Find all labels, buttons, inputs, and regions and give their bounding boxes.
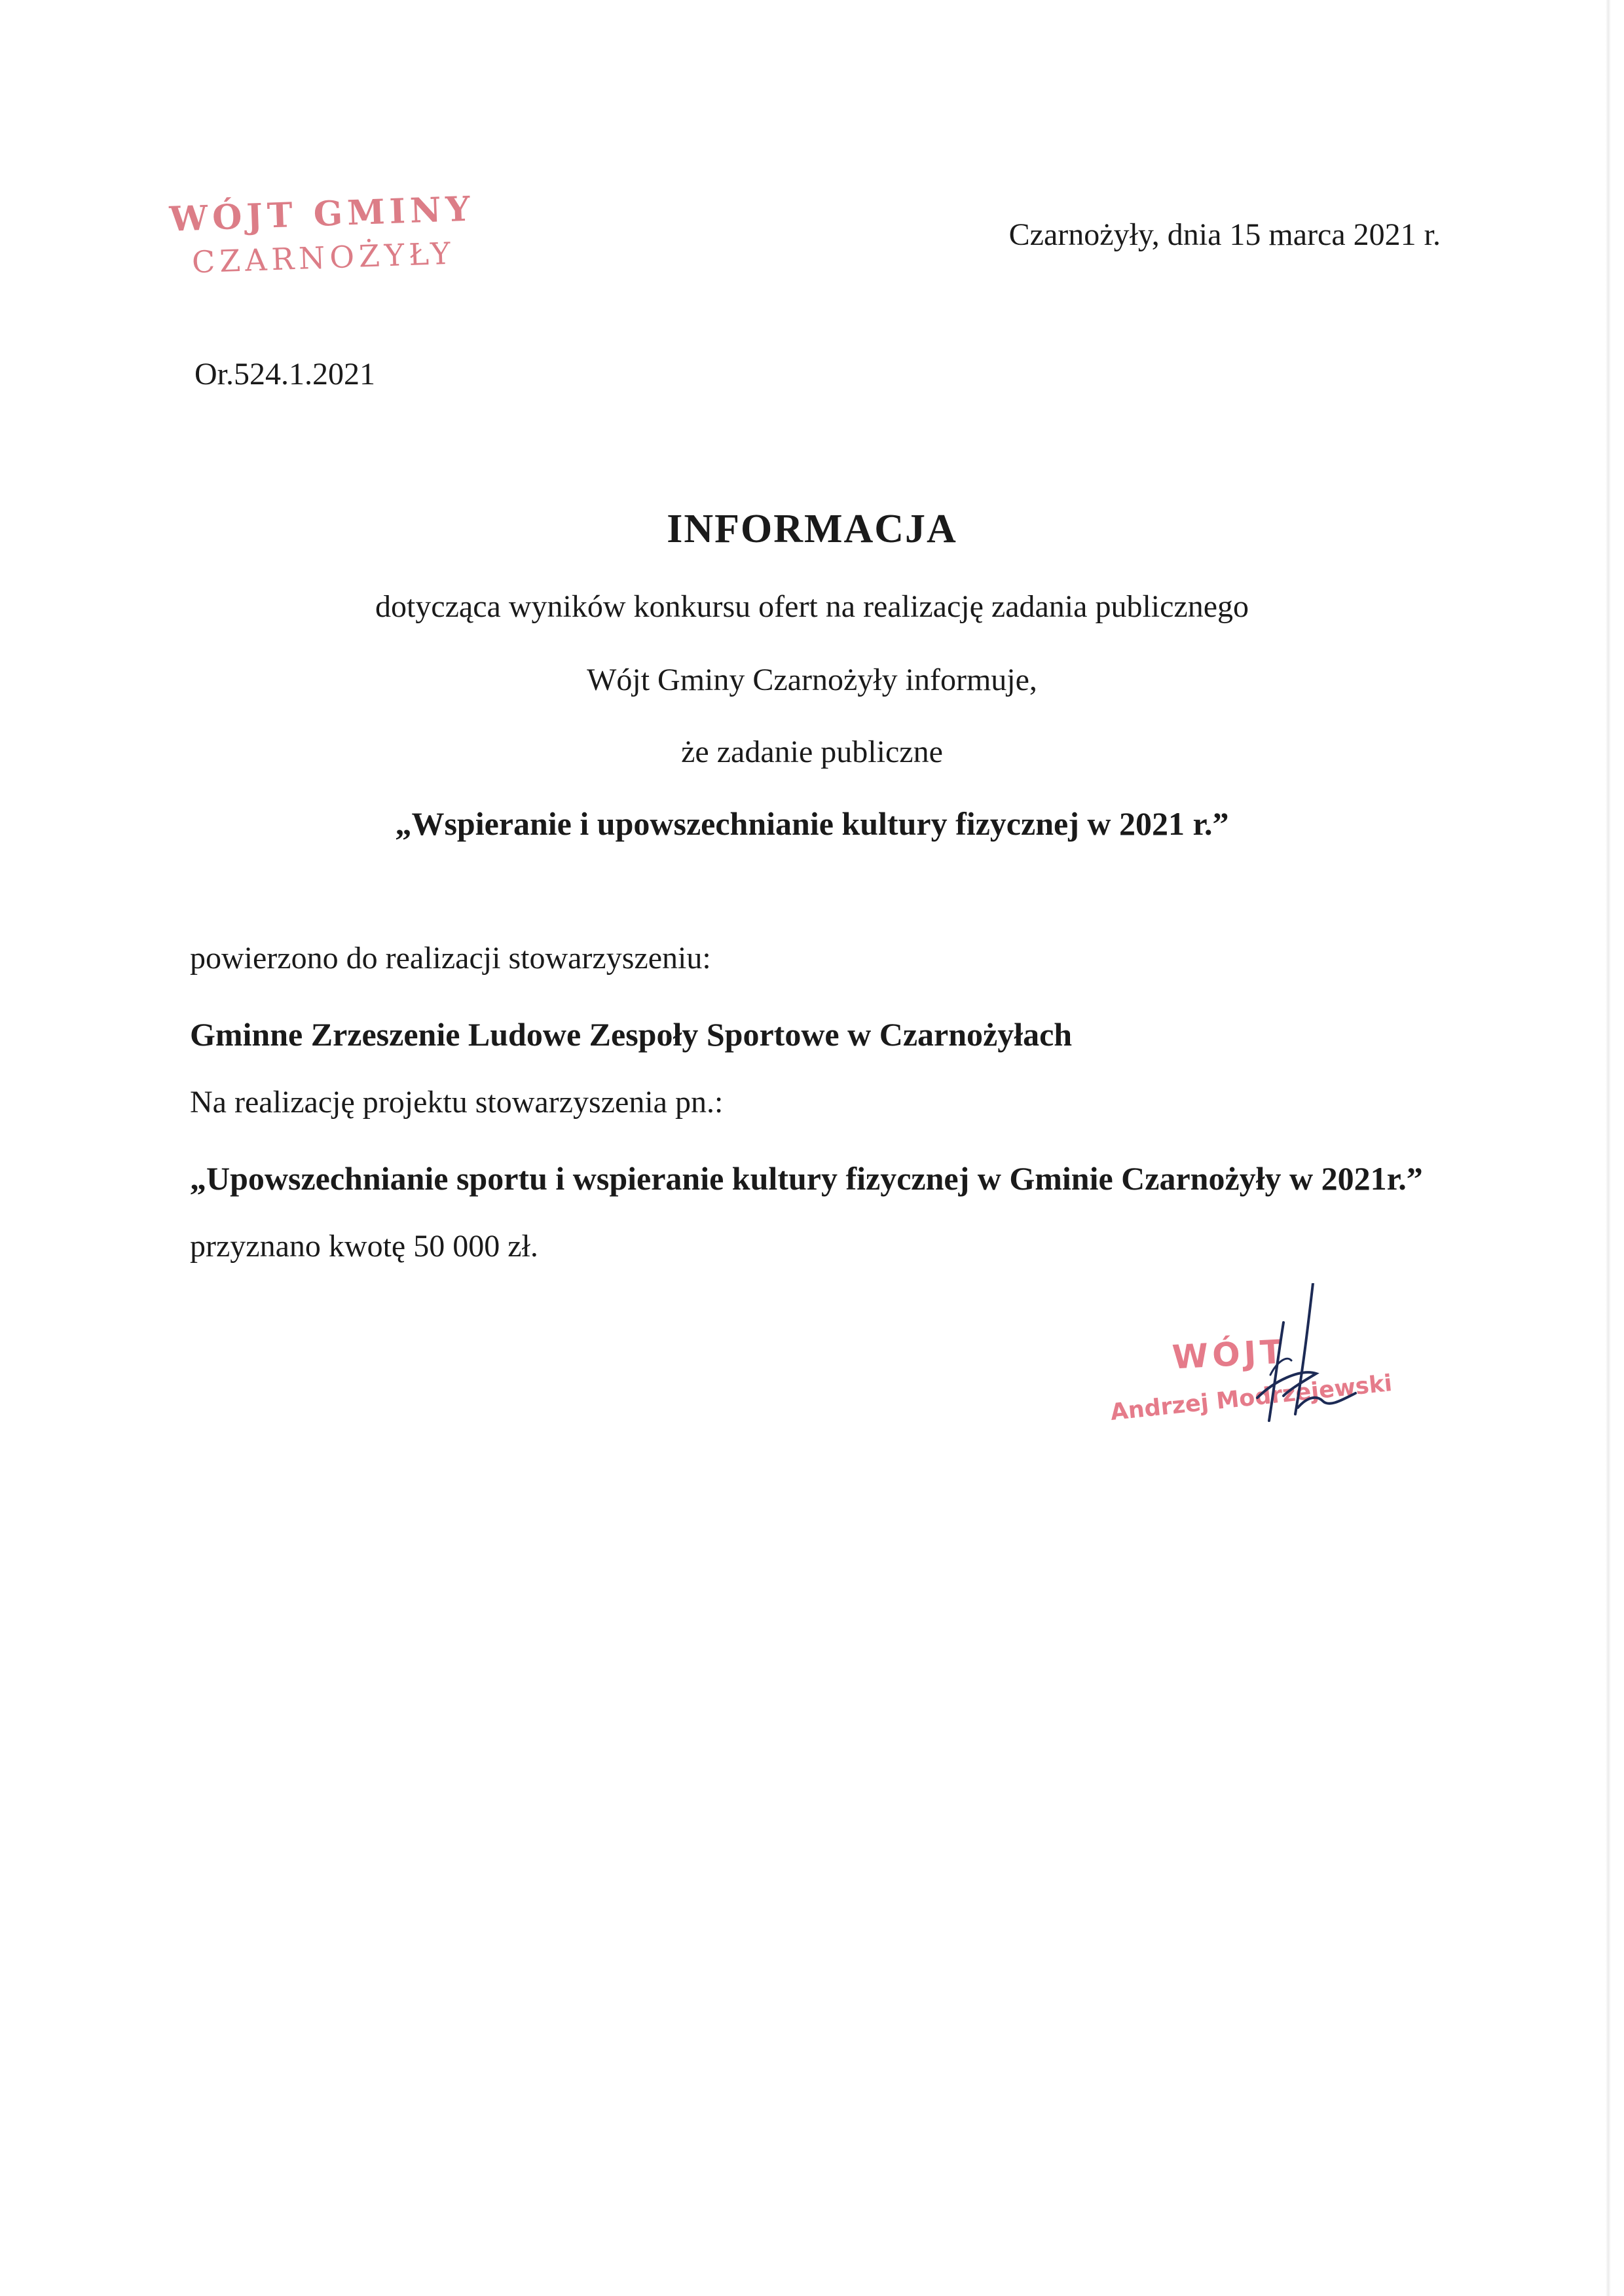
task-name: „Wspieranie i upowszechnianie kultury fizycznej w 2021 r.” — [395, 805, 1229, 842]
document-title: INFORMACJA — [667, 507, 957, 551]
task-intro: że zadanie publiczne — [681, 735, 943, 769]
signature-stamp-name: Andrzej Modrzejewski — [1109, 1370, 1393, 1426]
date-line: Czarnożyły, dnia 15 marca 2021 r. — [1008, 217, 1441, 252]
informs-line: Wójt Gminy Czarnożyły informuje, — [587, 663, 1037, 697]
header-stamp — [162, 181, 475, 297]
project-intro: Na realizację projektu stowarzyszenia pn.: — [190, 1085, 724, 1120]
organization-name: Gminne Zrzeszenie Ludowe Zespoły Sportowe w Czarnożyłach — [190, 1016, 1073, 1053]
header-stamp-line1: WÓJT GMINY — [168, 189, 475, 240]
header-stamp-line2: CZARNOŻYŁY — [191, 235, 456, 280]
handwritten-signature — [1238, 1283, 1369, 1427]
project-name: „Upowszechnianie sportu i wspieranie kultury fizycznej w Gminie Czarnożyły w 2021r.” — [190, 1160, 1423, 1197]
amount-line: przyznano kwotę 50 000 zł. — [190, 1229, 538, 1264]
entrusted-line: powierzono do realizacji stowarzyszeniu: — [190, 941, 711, 975]
signature-stamp-title: WÓJT — [1171, 1332, 1287, 1377]
scan-edge — [1606, 0, 1611, 2296]
reference-number: Or.524.1.2021 — [194, 357, 375, 392]
document-subtitle: dotycząca wyników konkursu ofert na realizację zadania publicznego — [375, 589, 1249, 624]
signature-stamp — [1107, 1283, 1408, 1453]
